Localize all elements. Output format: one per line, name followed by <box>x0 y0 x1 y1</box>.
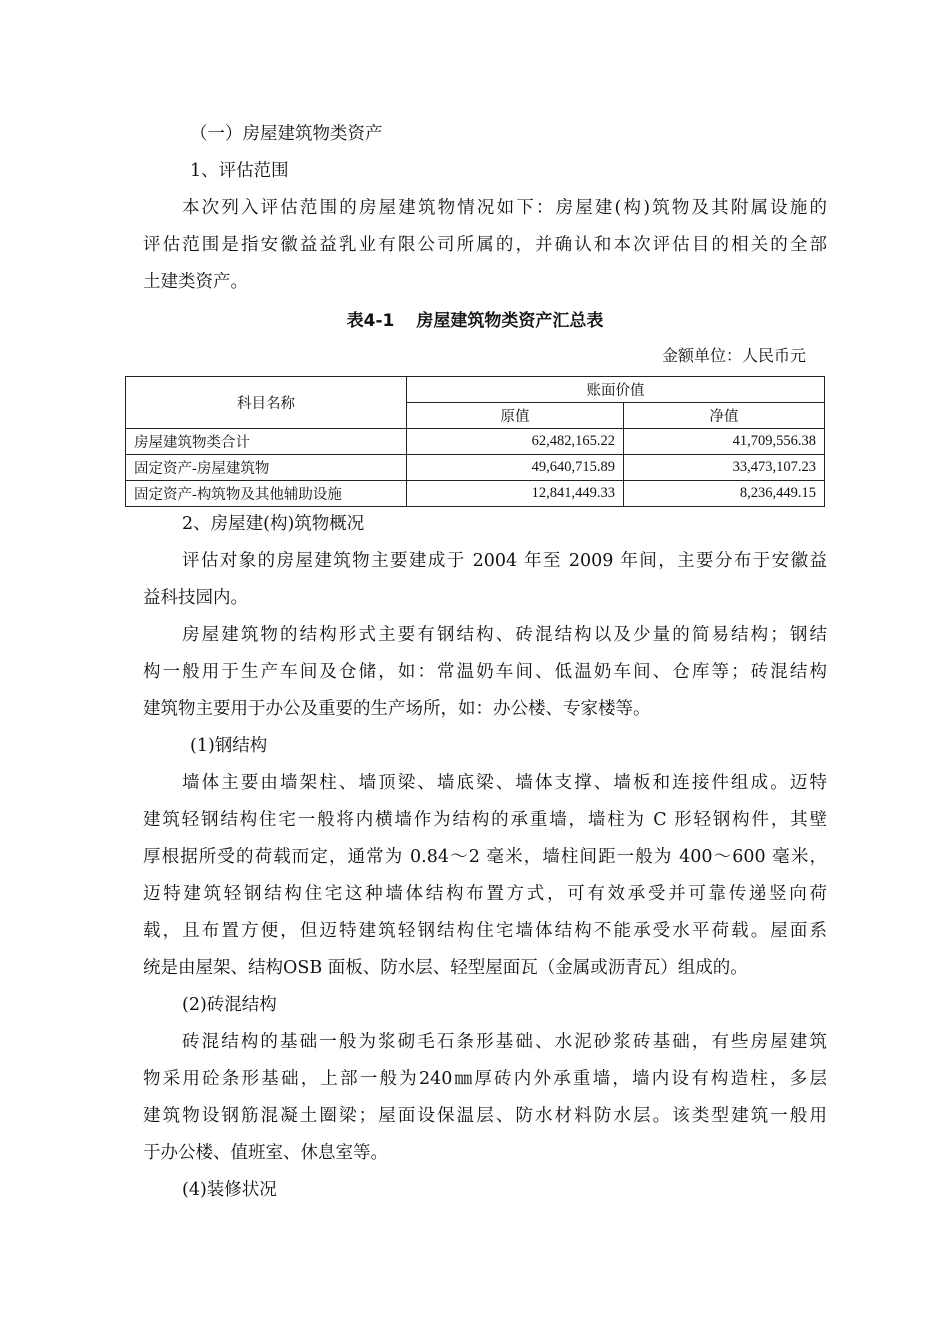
heading-building-assets: （一）房屋建筑物类资产 <box>190 124 383 144</box>
heading-brick-structure: (2)砖混结构 <box>182 995 277 1015</box>
table-title-number: 表4-1 <box>346 311 395 331</box>
steel-para-line-6: 统是由屋架、结构OSB 面板、防水层、轻型屋面瓦（金属或沥青瓦）组成的。 <box>143 958 748 978</box>
row-net: 33,473,107.23 <box>624 455 825 481</box>
unit-note: 金额单位：人民币元 <box>661 346 806 365</box>
brick-para-line-2: 物采用砼条形基础，上部一般为240㎜厚砖内外承重墙，墙内设有构造柱，多层 <box>143 1069 827 1089</box>
summary-table <box>125 376 825 507</box>
header-net-value: 净值 <box>624 403 825 429</box>
header-account-name: 科目名称 <box>126 377 407 429</box>
scope-para-line-1: 本次列入评估范围的房屋建筑物情况如下：房屋建(构)筑物及其附属设施的 <box>182 198 827 218</box>
heading-overview: 2、房屋建(构)筑物概况 <box>182 514 365 534</box>
table-title-text: 房屋建筑物类资产汇总表 <box>416 311 604 331</box>
table-row <box>126 481 825 507</box>
row-original: 12,841,449.33 <box>407 481 624 507</box>
steel-para-line-5: 载，且布置方便，但迈特建筑轻钢结构住宅墙体结构不能承受水平荷载。屋面系 <box>143 921 827 941</box>
steel-para-line-2: 建筑轻钢结构住宅一般将内横墙作为结构的承重墙，墙柱为 C 形轻钢构件，其壁 <box>143 810 827 830</box>
steel-para-line-3: 厚根据所受的荷载而定，通常为 0.84～2 毫米，墙柱间距一般为 400～600 毫米， <box>143 847 827 867</box>
table-row <box>126 429 825 455</box>
table-row <box>126 455 825 481</box>
brick-para-line-1: 砖混结构的基础一般为浆砌毛石条形基础、水泥砂浆砖基础，有些房屋建筑 <box>182 1032 827 1052</box>
heading-steel-structure: (1)钢结构 <box>190 736 268 756</box>
scope-para-line-3: 土建类资产。 <box>143 272 248 292</box>
overview-para2-line-1: 房屋建筑物的结构形式主要有钢结构、砖混结构以及少量的简易结构；钢结 <box>182 625 827 645</box>
row-net: 8,236,449.15 <box>624 481 825 507</box>
heading-decoration: (4)装修状况 <box>182 1180 277 1200</box>
row-original: 62,482,165.22 <box>407 429 624 455</box>
table-title <box>125 309 825 333</box>
brick-para-line-4: 于办公楼、值班室、休息室等。 <box>143 1143 388 1163</box>
row-net: 41,709,556.38 <box>624 429 825 455</box>
brick-para-line-3: 建筑物设钢筋混凝土圈梁；屋面设保温层、防水材料防水层。该类型建筑一般用 <box>143 1106 827 1126</box>
row-name: 房屋建筑物类合计 <box>126 429 407 455</box>
scope-para-line-2: 评估范围是指安徽益益乳业有限公司所属的，并确认和本次评估目的相关的全部 <box>143 235 827 255</box>
header-original-value: 原值 <box>407 403 624 429</box>
steel-para-line-4: 迈特建筑轻钢结构住宅这种墙体结构布置方式，可有效承受并可靠传递竖向荷 <box>143 884 827 904</box>
overview-para1-line-1: 评估对象的房屋建筑物主要建成于 2004 年至 2009 年间，主要分布于安徽益 <box>182 551 827 571</box>
steel-para-line-1: 墙体主要由墙架柱、墙顶梁、墙底梁、墙体支撑、墙板和连接件组成。迈特 <box>182 773 827 793</box>
overview-para2-line-2: 构一般用于生产车间及仓储，如：常温奶车间、低温奶车间、仓库等；砖混结构 <box>143 662 827 682</box>
row-name: 固定资产-构筑物及其他辅助设施 <box>126 481 407 507</box>
header-book-value: 账面价值 <box>407 377 825 403</box>
overview-para2-line-3: 建筑物主要用于办公及重要的生产场所，如：办公楼、专家楼等。 <box>143 699 651 719</box>
row-original: 49,640,715.89 <box>407 455 624 481</box>
overview-para1-line-2: 益科技园内。 <box>143 588 248 608</box>
row-name: 固定资产-房屋建筑物 <box>126 455 407 481</box>
heading-scope: 1、评估范围 <box>190 161 289 181</box>
